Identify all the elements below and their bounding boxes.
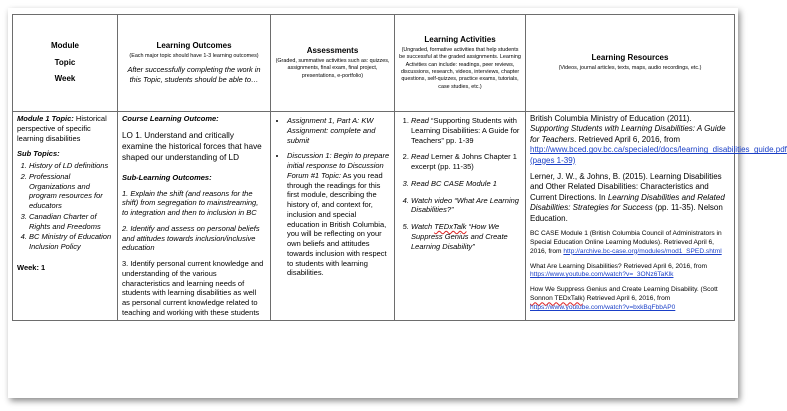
bc-guide-link[interactable]: http://www.bced.gov.bc.ca/specialed/docs/learning_disabilities_guide.pdf (pages 1-39) [530, 145, 787, 165]
outcomes-header: Learning Outcomes (Each major topic should have 1-3 learning outcomes) After successfully completing the work in this Topic, students should be able to… [118, 15, 271, 112]
module-header: Module Topic Week [13, 15, 118, 112]
bc-case-link[interactable]: http://archive.bc-case.org/modules/mod1_SPED.shtml [563, 247, 722, 255]
module-1-row [13, 112, 735, 321]
resource-bc-case: BC CASE Module 1 (British Columbia Council of Administrators in Special Education Online Learning Modules). Retrieved April 6, 2016, from http://archive.bc-case.org/modules/mod1_SPED.shtml [530, 229, 722, 255]
assessments-list: • Assignment 1, Part A: KW Assignment: complete and submit • Discussion 1: Begin to prepare initial response to Discussion Forum #1 Topic: As you read through the readings for this first module, describing the history of, and context for, inclusion and special education in British Columbia, you will be reflecting on your own beliefs and attitudes towards inclusion with respect to students with learning disabilities. [275, 116, 390, 278]
what-are-ld-link[interactable]: https://www.youtube.com/watch?v=_3ONz6TaKlk [530, 271, 674, 279]
activities-list: 1. Read “Supporting Students with Learning Disabilities: A Guide for Teachers” pp. 1-39 2. Read Lerner & Johns Chapter 1 excerpt (pp. 11-35) 3. Read BC CASE Module 1 4. Watch video “What Are Learning Disabilities?” 5. Watch TEDxTalk “How We Suppress Genius and Create Learning Disability” [399, 116, 521, 251]
resource-lerner-johns: Lerner, J. W., & Johns, B. (2015). Learning Disabilities and Other Related Disabilities: Characteristics and Current Directions. In Learning Disabilities and Related Disabilities: Strategies for Success (pp. 11-35). Nelson Education. [530, 171, 725, 223]
resource-what-are-ld: What Are Learning Disabilities? Retrieved April 6, 2016, from https://www.youtube.com/watch?v=_3ONz6TaKlk [530, 262, 708, 279]
subtopics-list: 1. History of LD definitions 2. Professional Organizations and program resources for educators 3. Canadian Charter of Rights and Freedoms 4. BC Ministry of Education Inclusion Policy [17, 161, 113, 252]
course-outline-table [12, 14, 787, 321]
module-topic-cell: Module 1 Topic: Historical perspective of specific learning disabilities Sub Topics: 1. History of LD definitions 2. Professional Organizations and program resources for educators 3. Canadian Charter of Rights and Freedoms 4. BC Ministry of Education Inclusion Policy Week: 1 [13, 112, 118, 321]
document-page [8, 8, 787, 398]
resources-cell [526, 112, 787, 321]
resource-bc-guide: British Columbia Ministry of Education (2011). Supporting Students with Learning Disabilities: A Guide for Teachers. Retrieved April 6, 2016, from http://www.bced.gov.bc.ca/specialed/docs/learning_disabilities_guide.pdf (pages 1-39) [530, 114, 787, 165]
activities-cell [395, 112, 526, 321]
resources-header: Learning Resources (Videos, journal articles, texts, maps, audio recordings, etc.) [526, 15, 735, 112]
activities-header: Learning Activities (Ungraded, formative activities that help students be successful at the graded assignments. Learning Activities can include: readings, peer reviews, discussions, research, videos, interviews, chapter questions, self-quizzes, practice exams, tutorials, case studies, etc.) [395, 15, 526, 112]
outcomes-cell: Course Learning Outcome: LO 1. Understand and critically examine the historical forces that have shaped our understanding of LD Sub-Learning Outcomes: 1. Explain the shift (and reasons for the shift) from segregation to mainstreaming, to integration and then to inclusion in BC 2. Identify and assess on personal beliefs and attitudes towards inclusion/inclusive education 3. Identify personal current knowledge and understanding of the various characteristics and learning needs of students with learning disabilities as well as personal current knowledge related to teaching and working with these students [118, 112, 271, 321]
assessments-cell [271, 112, 395, 321]
assessments-header: Assessments (Graded, summative activities such as: quizzes, assignments, final exam, final project, presentations, e-portfolio) [271, 15, 395, 112]
resource-tedx: How We Suppress Genius and Create Learning Disability. (Scott Sonnon TEDxTalk) Retrieved April 6, 2016, from https://www.youtube.com/watch?v=bxkBqFbbAP0 [530, 286, 718, 312]
header-row [13, 15, 735, 112]
tedx-link[interactable]: https://www.youtube.com/watch?v=bxkBqFbbAP0 [530, 304, 676, 312]
